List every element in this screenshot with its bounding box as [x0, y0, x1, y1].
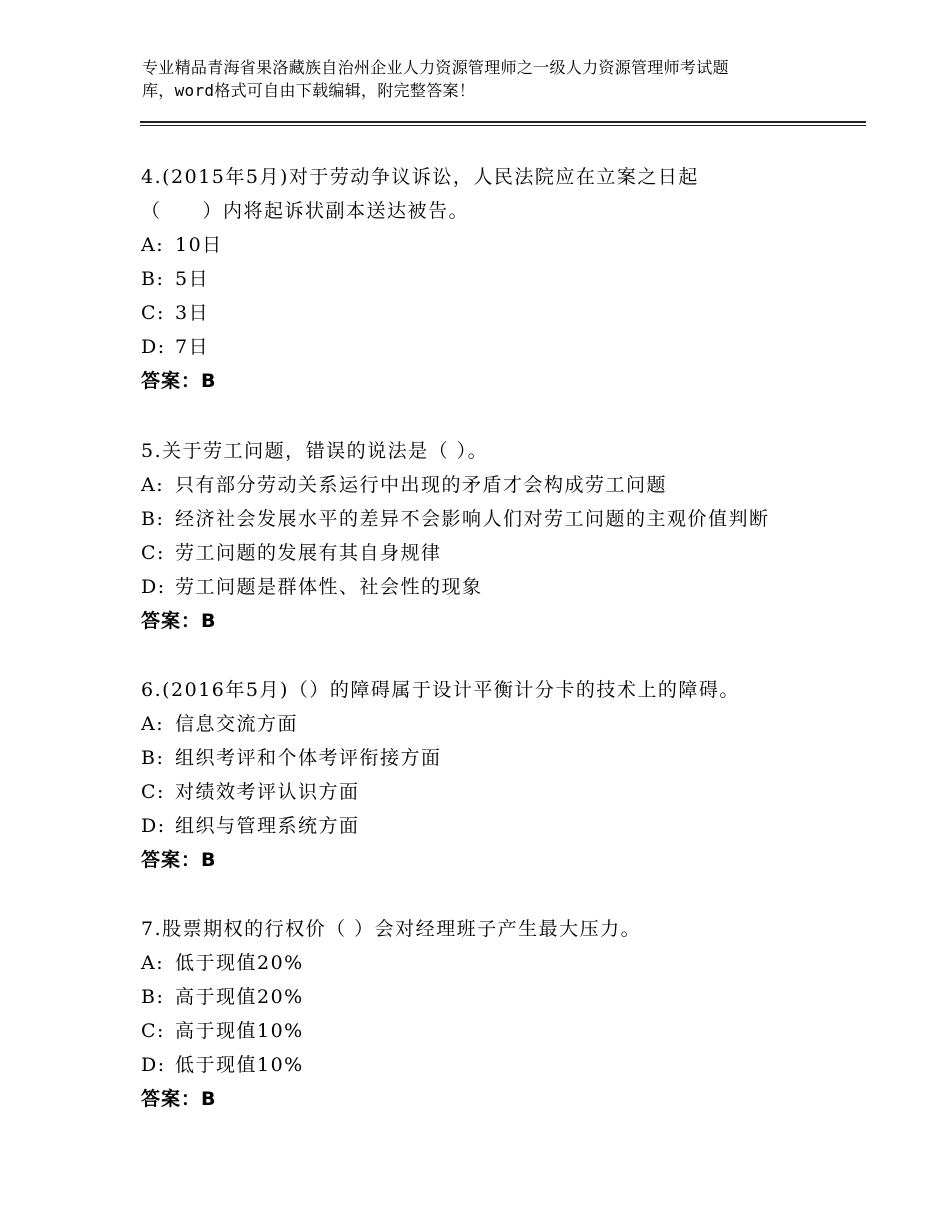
option-key: C:	[141, 781, 165, 803]
option-key: D:	[141, 336, 166, 358]
option-key: D:	[141, 815, 166, 837]
option-text: 10日	[175, 234, 223, 256]
answer-text: 答案：B	[141, 610, 217, 632]
question-block	[141, 673, 861, 877]
option-text: 高于现值20%	[175, 986, 304, 1008]
option-key: A:	[141, 713, 165, 735]
option-b	[141, 502, 861, 536]
option-text: 劳工问题是群体性、社会性的现象	[175, 576, 483, 598]
document-header	[142, 56, 842, 102]
option-text: 高于现值10%	[175, 1020, 304, 1042]
question-stem: 6.(2016年5月)（）的障碍属于设计平衡计分卡的技术上的障碍。	[141, 679, 740, 701]
option-key: A:	[141, 234, 165, 256]
option-d	[141, 570, 861, 604]
option-text: 5日	[175, 268, 210, 290]
option-text: 组织考评和个体考评衔接方面	[175, 747, 442, 769]
option-b	[141, 262, 861, 296]
question-stem: 5.关于劳工问题，错误的说法是（ ）。	[141, 440, 489, 462]
option-c	[141, 775, 861, 809]
option-text: 低于现值10%	[175, 1054, 304, 1076]
option-d	[141, 809, 861, 843]
option-key: C:	[141, 542, 165, 564]
header-title-line-1: 专业精品青海省果洛藏族自治州企业人力资源管理师之一级人力资源管理师考试题	[142, 58, 729, 77]
option-c	[141, 536, 861, 570]
option-key: B:	[141, 508, 165, 530]
question-block	[141, 160, 861, 398]
option-text: 组织与管理系统方面	[175, 815, 360, 837]
header-divider-thick	[140, 121, 866, 123]
option-b	[141, 980, 861, 1014]
option-key: D:	[141, 1054, 166, 1076]
option-text: 信息交流方面	[175, 713, 299, 735]
question-stem: （ ）内将起诉状副本送达被告。	[141, 200, 470, 222]
option-a	[141, 228, 861, 262]
option-a	[141, 707, 861, 741]
option-key: D:	[141, 576, 166, 598]
option-key: C:	[141, 1020, 165, 1042]
option-text: 只有部分劳动关系运行中出现的矛盾才会构成劳工问题	[175, 474, 668, 496]
option-a	[141, 468, 861, 502]
option-text: 低于现值20%	[175, 952, 304, 974]
question-block	[141, 912, 861, 1116]
header-divider-thin	[140, 125, 866, 126]
option-key: B:	[141, 986, 165, 1008]
option-a	[141, 946, 861, 980]
option-text: 对绩效考评认识方面	[175, 781, 360, 803]
option-key: C:	[141, 302, 165, 324]
header-title-line-2: 库，word格式可自由下载编辑，附完整答案！	[142, 81, 476, 100]
option-key: B:	[141, 268, 165, 290]
option-d	[141, 1048, 861, 1082]
option-b	[141, 741, 861, 775]
question-stem: 4.(2015年5月)对于劳动争议诉讼，人民法院应在立案之日起	[141, 166, 699, 188]
option-c	[141, 296, 861, 330]
option-text: 3日	[175, 302, 210, 324]
option-key: A:	[141, 952, 165, 974]
answer-text: 答案：B	[141, 1088, 217, 1110]
option-text: 7日	[175, 336, 210, 358]
option-key: B:	[141, 747, 165, 769]
option-text: 劳工问题的发展有其自身规律	[175, 542, 442, 564]
answer-text: 答案：B	[141, 370, 217, 392]
option-d	[141, 330, 861, 364]
option-text: 经济社会发展水平的差异不会影响人们对劳工问题的主观价值判断	[175, 508, 770, 530]
option-c	[141, 1014, 861, 1048]
answer-text: 答案：B	[141, 849, 217, 871]
question-stem: 7.股票期权的行权价（ ）会对经理班子产生最大压力。	[141, 918, 642, 940]
question-block	[141, 434, 861, 638]
option-key: A:	[141, 474, 165, 496]
